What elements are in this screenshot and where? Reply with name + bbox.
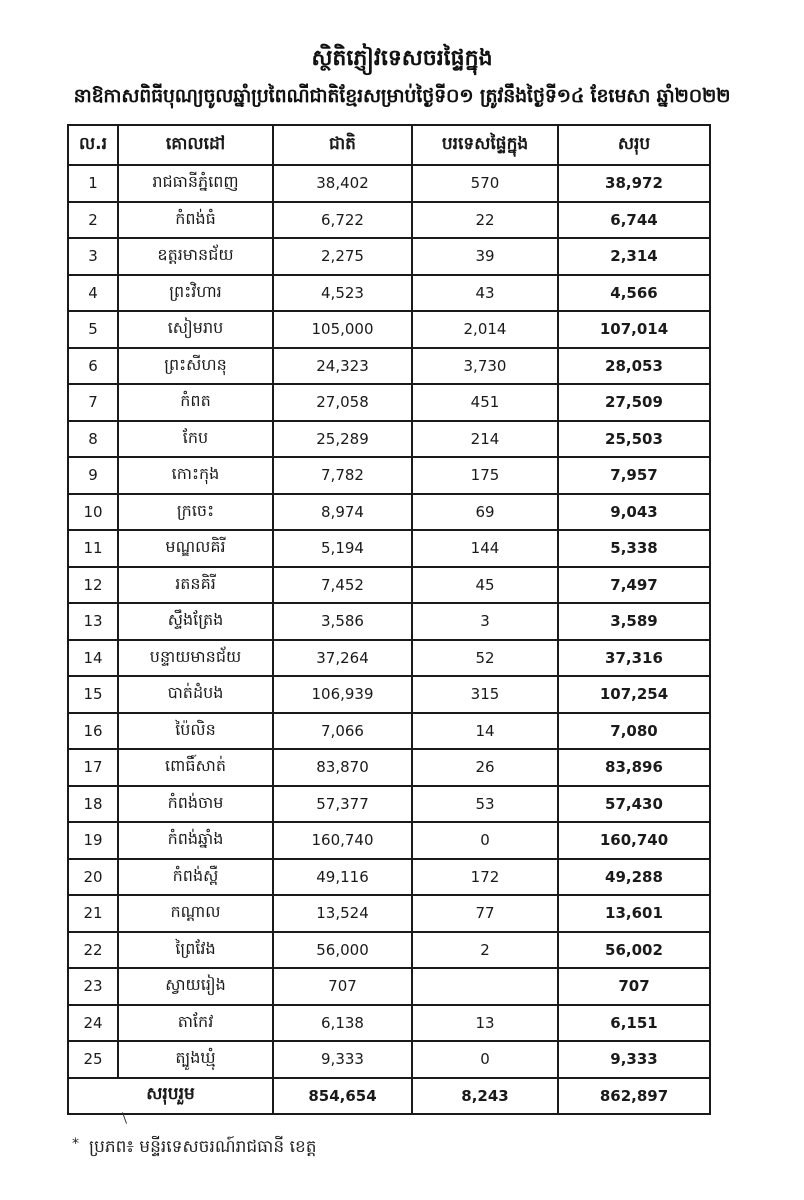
total-visitors: 49,288	[558, 859, 710, 896]
row-number: 2	[68, 202, 118, 239]
total-visitors: 7,080	[558, 713, 710, 750]
total-visitors: 56,002	[558, 932, 710, 969]
destination-name: កំពង់ឆ្នាំង	[118, 822, 273, 859]
national-visitors: 6,722	[273, 202, 412, 239]
destination-name: កណ្ដាល	[118, 895, 273, 932]
foreign-domestic-visitors: 43	[412, 275, 558, 312]
tourist-statistics-table	[67, 124, 711, 1115]
total-visitors: 7,497	[558, 567, 710, 604]
destination-name: ពោធិ៍សាត់	[118, 749, 273, 786]
header-national: ជាតិ	[273, 125, 412, 165]
foreign-domestic-visitors: 69	[412, 494, 558, 531]
summary-national: 854,654	[273, 1078, 412, 1114]
row-number: 22	[68, 932, 118, 969]
table-row	[68, 567, 710, 604]
national-visitors: 2,275	[273, 238, 412, 275]
table-row	[68, 530, 710, 567]
national-visitors: 49,116	[273, 859, 412, 896]
total-visitors: 13,601	[558, 895, 710, 932]
header-number: ល.រ	[68, 125, 118, 165]
destination-name: ប៉ៃលិន	[118, 713, 273, 750]
total-visitors: 83,896	[558, 749, 710, 786]
row-number: 7	[68, 384, 118, 421]
summary-label: សរុបរួម	[68, 1078, 273, 1114]
row-number: 12	[68, 567, 118, 604]
destination-name: ឧត្តរមានជ័យ	[118, 238, 273, 275]
row-number: 25	[68, 1041, 118, 1078]
table-row	[68, 275, 710, 312]
row-number: 14	[68, 640, 118, 677]
destination-name: រាជធានីភ្នំពេញ	[118, 165, 273, 202]
destination-name: បាត់ដំបង	[118, 676, 273, 713]
foreign-domestic-visitors: 14	[412, 713, 558, 750]
destination-name: ស្វាយរៀង	[118, 968, 273, 1005]
destination-name: កំពង់ចាម	[118, 786, 273, 823]
header-destination: គោលដៅ	[118, 125, 273, 165]
national-visitors: 27,058	[273, 384, 412, 421]
total-visitors: 25,503	[558, 421, 710, 458]
foreign-domestic-visitors: 53	[412, 786, 558, 823]
total-visitors: 9,333	[558, 1041, 710, 1078]
total-visitors: 7,957	[558, 457, 710, 494]
national-visitors: 160,740	[273, 822, 412, 859]
total-visitors: 107,014	[558, 311, 710, 348]
national-visitors: 707	[273, 968, 412, 1005]
table-row	[68, 895, 710, 932]
document-subtitle: នាឱកាសពិធីបុណ្យចូលឆ្នាំប្រពៃណីជាតិខ្មែរសម្រាប់ថ្ងៃទី០១ ត្រូវនឹងថ្ងៃទី១៤ ខែមេសា ឆ្នាំ២០២២	[73, 85, 731, 107]
table-row	[68, 202, 710, 239]
foreign-domestic-visitors: 13	[412, 1005, 558, 1042]
foreign-domestic-visitors: 26	[412, 749, 558, 786]
foreign-domestic-visitors: 3	[412, 603, 558, 640]
destination-name: កំពង់ធំ	[118, 202, 273, 239]
national-visitors: 57,377	[273, 786, 412, 823]
row-number: 4	[68, 275, 118, 312]
national-visitors: 106,939	[273, 676, 412, 713]
summary-row	[68, 1078, 710, 1114]
table-body	[68, 165, 710, 1078]
national-visitors: 56,000	[273, 932, 412, 969]
national-visitors: 38,402	[273, 165, 412, 202]
table-row	[68, 713, 710, 750]
national-visitors: 7,452	[273, 567, 412, 604]
summary-foreign: 8,243	[412, 1078, 558, 1114]
table-row	[68, 786, 710, 823]
row-number: 5	[68, 311, 118, 348]
destination-name: កំពត	[118, 384, 273, 421]
destination-name: កែប	[118, 421, 273, 458]
foreign-domestic-visitors: 214	[412, 421, 558, 458]
foreign-domestic-visitors: 0	[412, 1041, 558, 1078]
national-visitors: 5,194	[273, 530, 412, 567]
table-row	[68, 749, 710, 786]
total-visitors: 2,314	[558, 238, 710, 275]
header-total: សរុប	[558, 125, 710, 165]
table-row	[68, 494, 710, 531]
total-visitors: 707	[558, 968, 710, 1005]
foreign-domestic-visitors: 2	[412, 932, 558, 969]
table-row	[68, 311, 710, 348]
destination-name: ស្ទឹងត្រែង	[118, 603, 273, 640]
total-visitors: 4,566	[558, 275, 710, 312]
destination-name: ព្រៃវែង	[118, 932, 273, 969]
total-visitors: 160,740	[558, 822, 710, 859]
table-row	[68, 348, 710, 385]
row-number: 3	[68, 238, 118, 275]
foreign-domestic-visitors: 45	[412, 567, 558, 604]
total-visitors: 37,316	[558, 640, 710, 677]
table-row	[68, 238, 710, 275]
total-visitors: 6,151	[558, 1005, 710, 1042]
national-visitors: 9,333	[273, 1041, 412, 1078]
total-visitors: 9,043	[558, 494, 710, 531]
table-row	[68, 457, 710, 494]
national-visitors: 6,138	[273, 1005, 412, 1042]
national-visitors: 105,000	[273, 311, 412, 348]
row-number: 24	[68, 1005, 118, 1042]
destination-name: មណ្ឌលគិរី	[118, 530, 273, 567]
foreign-domestic-visitors: 144	[412, 530, 558, 567]
foreign-domestic-visitors: 77	[412, 895, 558, 932]
destination-name: កោះកុង	[118, 457, 273, 494]
national-visitors: 37,264	[273, 640, 412, 677]
table-row	[68, 859, 710, 896]
table-row	[68, 676, 710, 713]
row-number: 15	[68, 676, 118, 713]
table-header-row	[68, 125, 710, 165]
destination-name: កំពង់ស្ពឺ	[118, 859, 273, 896]
row-number: 18	[68, 786, 118, 823]
row-number: 11	[68, 530, 118, 567]
destination-name: រតនគិរី	[118, 567, 273, 604]
row-number: 19	[68, 822, 118, 859]
foreign-domestic-visitors: 172	[412, 859, 558, 896]
destination-name: តាកែវ	[118, 1005, 273, 1042]
destination-name: ព្រះវិហារ	[118, 275, 273, 312]
table-row	[68, 932, 710, 969]
document-title: ស្ថិតិភ្ញៀវទេសចរផ្ទៃក្នុង	[311, 46, 493, 71]
row-number: 6	[68, 348, 118, 385]
row-number: 23	[68, 968, 118, 1005]
national-visitors: 4,523	[273, 275, 412, 312]
foreign-domestic-visitors: 39	[412, 238, 558, 275]
table-row	[68, 384, 710, 421]
national-visitors: 8,974	[273, 494, 412, 531]
total-visitors: 38,972	[558, 165, 710, 202]
header-foreign-domestic: បរទេសផ្ទៃក្នុង	[412, 125, 558, 165]
national-visitors: 25,289	[273, 421, 412, 458]
total-visitors: 107,254	[558, 676, 710, 713]
source-text: ប្រភព៖ មន្ទីរទេសចរណ៍រាជធានី ខេត្ត	[89, 1137, 317, 1157]
row-number: 21	[68, 895, 118, 932]
destination-name: សៀមរាប	[118, 311, 273, 348]
table-row	[68, 968, 710, 1005]
foreign-domestic-visitors: 22	[412, 202, 558, 239]
table-row	[68, 640, 710, 677]
row-number: 20	[68, 859, 118, 896]
national-visitors: 7,066	[273, 713, 412, 750]
foreign-domestic-visitors: 451	[412, 384, 558, 421]
destination-name: ព្រះសីហនុ	[118, 348, 273, 385]
table-row	[68, 165, 710, 202]
total-visitors: 3,589	[558, 603, 710, 640]
table-row	[68, 1041, 710, 1078]
total-visitors: 57,430	[558, 786, 710, 823]
national-visitors: 24,323	[273, 348, 412, 385]
foreign-domestic-visitors: 0	[412, 822, 558, 859]
foreign-domestic-visitors	[412, 968, 558, 1005]
row-number: 13	[68, 603, 118, 640]
foreign-domestic-visitors: 2,014	[412, 311, 558, 348]
row-number: 1	[68, 165, 118, 202]
foreign-domestic-visitors: 3,730	[412, 348, 558, 385]
foreign-domestic-visitors: 315	[412, 676, 558, 713]
row-number: 17	[68, 749, 118, 786]
total-visitors: 5,338	[558, 530, 710, 567]
total-visitors: 6,744	[558, 202, 710, 239]
summary-total: 862,897	[558, 1078, 710, 1114]
national-visitors: 13,524	[273, 895, 412, 932]
row-number: 9	[68, 457, 118, 494]
total-visitors: 27,509	[558, 384, 710, 421]
table-row	[68, 603, 710, 640]
row-number: 16	[68, 713, 118, 750]
asterisk-marker: *	[72, 1136, 79, 1152]
foreign-domestic-visitors: 570	[412, 165, 558, 202]
total-visitors: 28,053	[558, 348, 710, 385]
national-visitors: 7,782	[273, 457, 412, 494]
table-row	[68, 1005, 710, 1042]
row-number: 8	[68, 421, 118, 458]
source-footnote	[72, 1136, 317, 1161]
table-row	[68, 822, 710, 859]
destination-name: ក្រចេះ	[118, 494, 273, 531]
national-visitors: 3,586	[273, 603, 412, 640]
destination-name: ត្បូងឃ្មុំ	[118, 1041, 273, 1078]
foreign-domestic-visitors: 52	[412, 640, 558, 677]
destination-name: បន្ទាយមានជ័យ	[118, 640, 273, 677]
row-number: 10	[68, 494, 118, 531]
foreign-domestic-visitors: 175	[412, 457, 558, 494]
national-visitors: 83,870	[273, 749, 412, 786]
table-row	[68, 421, 710, 458]
